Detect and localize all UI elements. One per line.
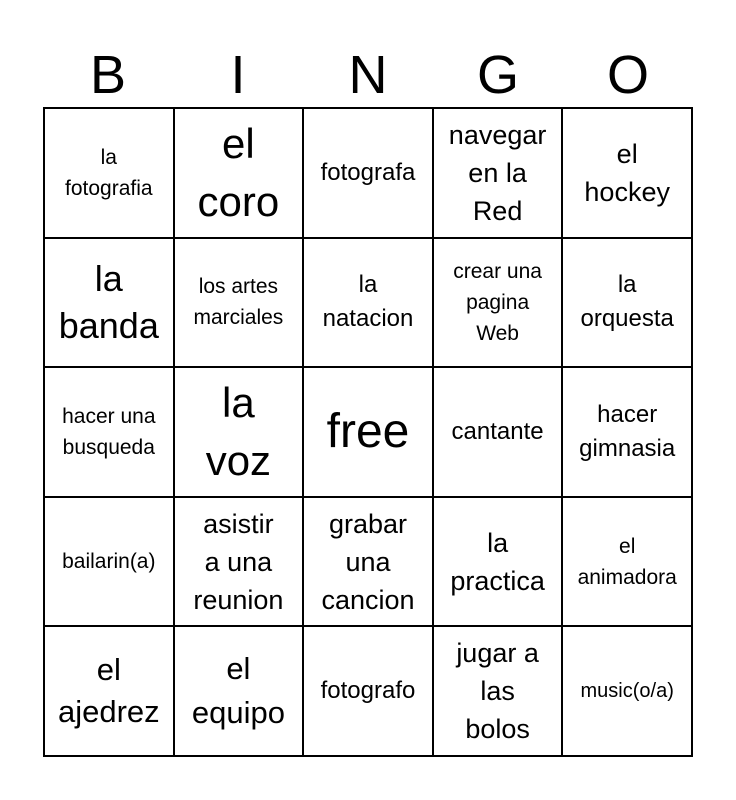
cell-text: la orquesta (580, 271, 674, 333)
free-space-text: free (326, 404, 410, 458)
bingo-cell[interactable] (433, 367, 563, 497)
bingo-cell[interactable] (562, 367, 692, 497)
cell-text: fotografo (320, 677, 416, 705)
bingo-cell[interactable] (303, 108, 433, 238)
header-letter-g: G (476, 45, 519, 105)
bingo-cell[interactable] (562, 108, 692, 238)
bingo-cell[interactable] (44, 626, 174, 756)
cell-text: el ajedrez (57, 652, 160, 730)
bingo-cell free-space[interactable] (303, 367, 433, 497)
bingo-cell[interactable] (174, 108, 304, 238)
bingo-cell[interactable] (433, 238, 563, 368)
cell-text: bailarin(a) (62, 550, 156, 574)
bingo-grid (43, 107, 693, 757)
bingo-cell[interactable] (174, 497, 304, 627)
bingo-cell[interactable] (562, 497, 692, 627)
header-letter-n: N (348, 45, 388, 105)
header-letter-i: I (230, 45, 246, 105)
cell-text: navegar en la Red (448, 119, 547, 226)
cell-text: los artes marciales (193, 275, 284, 330)
cell-text: el hockey (584, 138, 670, 207)
cell-text: grabar una cancion (321, 508, 415, 615)
cell-text: la practica (450, 527, 545, 596)
cell-text: fotografa (320, 158, 416, 186)
bingo-cell[interactable] (433, 497, 563, 627)
cell-text: hacer una busqueda (62, 404, 156, 459)
header-letter-b: B (89, 45, 127, 105)
bingo-cell[interactable] (174, 367, 304, 497)
cell-text: hacer gimnasia (579, 400, 676, 462)
cell-text: el coro (197, 119, 280, 225)
bingo-cell[interactable] (303, 626, 433, 756)
cell-text: el animadora (577, 534, 677, 589)
bingo-cell[interactable] (303, 497, 433, 627)
cell-text: crear una pagina Web (453, 259, 542, 345)
bingo-cell[interactable] (433, 108, 563, 238)
bingo-header (43, 44, 693, 106)
bingo-cell[interactable] (44, 238, 174, 368)
bingo-cell[interactable] (174, 626, 304, 756)
bingo-cell[interactable] (44, 367, 174, 497)
cell-text: asistir a una reunion (193, 508, 284, 615)
cell-text: music(o/a) (580, 679, 674, 702)
header-letter-o: O (606, 45, 649, 105)
bingo-cell[interactable] (44, 497, 174, 627)
cell-text: la fotografia (65, 145, 153, 200)
bingo-cell[interactable] (562, 238, 692, 368)
cell-text: la natacion (322, 271, 414, 333)
cell-text: el equipo (191, 651, 285, 731)
bingo-cell[interactable] (174, 238, 304, 368)
cell-text: la voz (205, 378, 272, 484)
cell-text: la banda (58, 258, 159, 347)
cell-text: cantante (451, 417, 544, 445)
bingo-cell[interactable] (303, 238, 433, 368)
cell-text: jugar a las bolos (456, 638, 539, 745)
bingo-cell[interactable] (433, 626, 563, 756)
bingo-cell[interactable] (562, 626, 692, 756)
bingo-cell[interactable] (44, 108, 174, 238)
